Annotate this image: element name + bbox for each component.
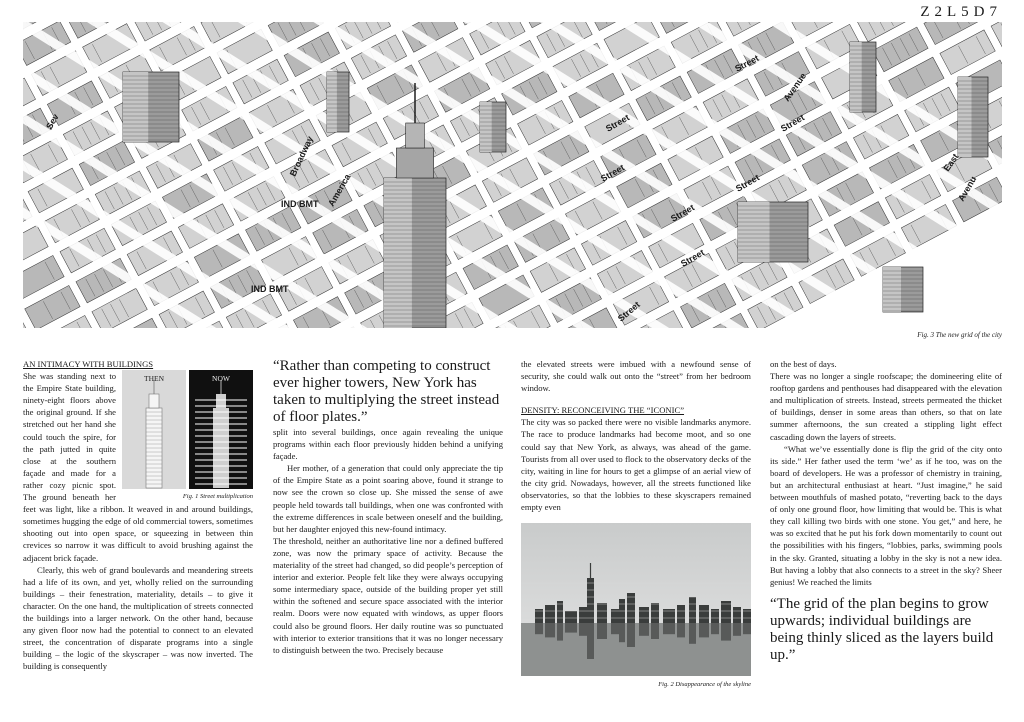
- then-panel: [122, 370, 186, 489]
- now-label: NOW: [212, 374, 230, 384]
- map-drawing: [23, 22, 1002, 328]
- skyline-building: [689, 597, 696, 623]
- skyline-reflection: [557, 623, 563, 641]
- then-tower-drawing: [122, 370, 186, 489]
- paragraph: Clearly, this web of grand boulevards and meandering streets had a life of its own, and yet, wholly relied on the surrounding buildings – their fenestration, materiality, details – to give it character. On the one hand, the multiplication of streets connected the buildings into a larger network. On the other hand, because any given floor now had the potential to connect to an elevated street, the concentration of disparate programs into a single building – the logic of the skyscraper – was now inverted. The building is consequently: [23, 564, 253, 672]
- column-1: [23, 358, 253, 672]
- now-panel: [189, 370, 253, 489]
- skyline-reflection: [579, 623, 587, 636]
- skyline-building: [677, 605, 685, 623]
- section-heading: AN INTIMACY WITH BUILDINGS: [23, 359, 154, 369]
- tower: [958, 77, 988, 157]
- skyline-reflection: [565, 623, 577, 633]
- pull-quote: “The grid of the plan begins to grow upwards; individual buildings are being thinly sliced as the layers build up.”: [770, 595, 994, 663]
- skyline-building: [597, 603, 607, 623]
- skyline-reflection: [663, 623, 675, 634]
- tower: [738, 202, 808, 262]
- paragraph: “What we’ve essentially done is flip the grid of the city onto its side.” Her father used the term ‘we’ as if he too, was on the board of developers. He was a professor of chemistry in training, but an architectural enthusiast at heart. “Just imagine,” he said between mouthfuls of mashed potato, “reverting back to the days of only one ground floor, how limiting that would be. This is what they call killing two birds with one stone. You get,” and here, he was so excited that he put his fork down momentarily to count out the possibilities with his fingers, “lobbies, parks, swimming pools in the sky. Granted, situating a lobby in the sky is not a new idea. But having a lobby that also connects to a street in the sky? Sheer genius! We reached the limits: [770, 443, 1002, 587]
- column-3: [521, 358, 751, 691]
- street-label: Street: [679, 247, 707, 269]
- street-label: Avenu: [956, 174, 979, 203]
- then-label: THEN: [144, 374, 164, 384]
- skyline-reflection: [619, 623, 625, 642]
- tower: [883, 267, 923, 312]
- skyline-reflection: [733, 623, 741, 636]
- street-label: Sev: [44, 112, 61, 131]
- street-label: IND BMT: [251, 284, 289, 294]
- paragraph: Her mother, of a generation that could only appreciate the tip of the Empire State as a point soaring above, found it strange to now see the crown so close up. She missed the sense of awe people held towards tall buildings, when one was confronted with the extreme differences in scale between oneself and the building, but her daughter enjoyed this new-found intimacy.: [273, 463, 503, 534]
- skyline-building: [627, 593, 635, 623]
- skyline-building: [639, 607, 649, 623]
- skyline-reflection: [743, 623, 751, 634]
- street-label: IND BMT: [281, 199, 319, 209]
- now-tower-drawing: [189, 370, 253, 489]
- paragraph: She was standing next to the Empire State building, ninety-eight floors above the original ground. If she stretched out her hand she could touch the spire, for the path jutted in quite close at the southern façade and made for a rather cozy picnic spot. The ground beneath her feet was light, like a ribbon. It weaved in and around buildings, sometimes hugging the edge of old commercial towers, sometimes shooting out into open space, or squeezing in between thin crevices so narrow it was difficult to avoid brushing against the adjacent brick façade.: [23, 371, 253, 563]
- skyline-building: [733, 607, 741, 623]
- paragraph: There was no longer a single roofscape; the domineering elite of rooftop gardens and penthouses had disappeared with the elevation and multiplication of streets. Instead, streets permeated the thicket of buildings, denser in some areas than others, so that on late summer afternoons, the sun created a stippling light effect cascading down the layers of streets.: [770, 371, 1002, 442]
- skyline-reflection: [597, 623, 607, 639]
- tower: [480, 102, 506, 152]
- figure-2-caption: Fig. 2 Disappearance of the skyline: [658, 681, 751, 689]
- figure-3-caption: Fig. 3 The new grid of the city: [917, 331, 1002, 339]
- skyline-reflection: [721, 623, 731, 641]
- street-label: East: [941, 151, 961, 174]
- street-label: Street: [604, 112, 632, 134]
- column-4: [770, 358, 1002, 664]
- tower: [850, 42, 876, 112]
- section-heading: DENSITY: RECONCEIVING THE “ICONIC”: [521, 405, 685, 416]
- skyline-building: [579, 607, 587, 623]
- figure-1: [122, 370, 253, 501]
- skyline-reflection: [587, 623, 594, 659]
- paragraph: The city was so packed there were no visible landmarks anymore. The race to produce landmarks had become moot, and so one could say that New York, as always, was ahead of the game. Tourists from all over used to flock to the observatory decks of the city, waiting in line for hours to get a glimpse of an aerial view of the city grid. Nowadays, however, all the streets functioned like observatories, so that the lobbies to these skyscrapers remained empty even: [521, 417, 751, 513]
- street-label: Broadway: [287, 134, 315, 178]
- street-label: Street: [779, 112, 807, 134]
- skyline-reflection: [535, 623, 543, 634]
- paragraph: split into several buildings, once again revealing the unique programs within each floor previously hidden behind a unifying façade.: [273, 427, 503, 462]
- paragraph: the elevated streets were imbued with a newfound sense of security, she could walk out onto the “street” from her bedroom window.: [521, 359, 751, 394]
- skyline-building: [545, 605, 555, 623]
- skyline-reflection: [689, 623, 696, 644]
- skyline-building: [587, 578, 594, 623]
- skyline-reflection: [545, 623, 555, 637]
- tower: [123, 72, 179, 142]
- skyline-reflection: [677, 623, 685, 637]
- street-label: Street: [615, 299, 642, 324]
- skyline-reflection: [627, 623, 635, 647]
- skyline-reflection: [651, 623, 659, 639]
- skyline-building: [699, 605, 709, 623]
- street-label: Street: [733, 52, 761, 74]
- skyline-reflection: [611, 623, 619, 634]
- page-code: Z2L5D7: [920, 4, 1002, 20]
- skyline-building: [651, 603, 659, 623]
- figure-1-caption: Fig. 1 Street multiplication: [182, 493, 253, 501]
- skyline-reflection: [699, 623, 709, 637]
- paragraph: on the best of days.: [770, 359, 837, 369]
- tower: [327, 72, 349, 132]
- street-label: Street: [669, 202, 697, 224]
- skyline-reflection: [711, 623, 719, 634]
- figure-2-skyline-photo: [521, 523, 751, 676]
- street-label: America: [326, 172, 353, 208]
- skyline-building: [565, 611, 577, 623]
- column-2: [273, 358, 503, 656]
- street-label: Avenue: [781, 71, 809, 104]
- skyline-reflection: [639, 623, 649, 636]
- axonometric-city-map: [23, 22, 1002, 328]
- skyline-drawing: [521, 523, 751, 676]
- pull-quote: “Rather than competing to construct ever higher towers, New York has taken to multiplying the street instead of floor plates.”: [273, 358, 500, 425]
- paragraph: The threshold, neither an authoritative line nor a defined buffered zone, was now the primary space of activity. Because the materiality of the street had changed, so did people’s perception of interior and exterior. People felt like they were always occupying some intermediary space, outside of the building proper yet still within the softened and secure space associated with the interior realm. Doors were now equated with windows, as upper floors could also be ground floors. Her daily routine was so punctuated with interior to exterior transitions that it was no longer necessary to distinguish between the two. Precisely because: [273, 535, 503, 655]
- street-label: Street: [734, 172, 762, 194]
- street-label: Street: [599, 162, 627, 184]
